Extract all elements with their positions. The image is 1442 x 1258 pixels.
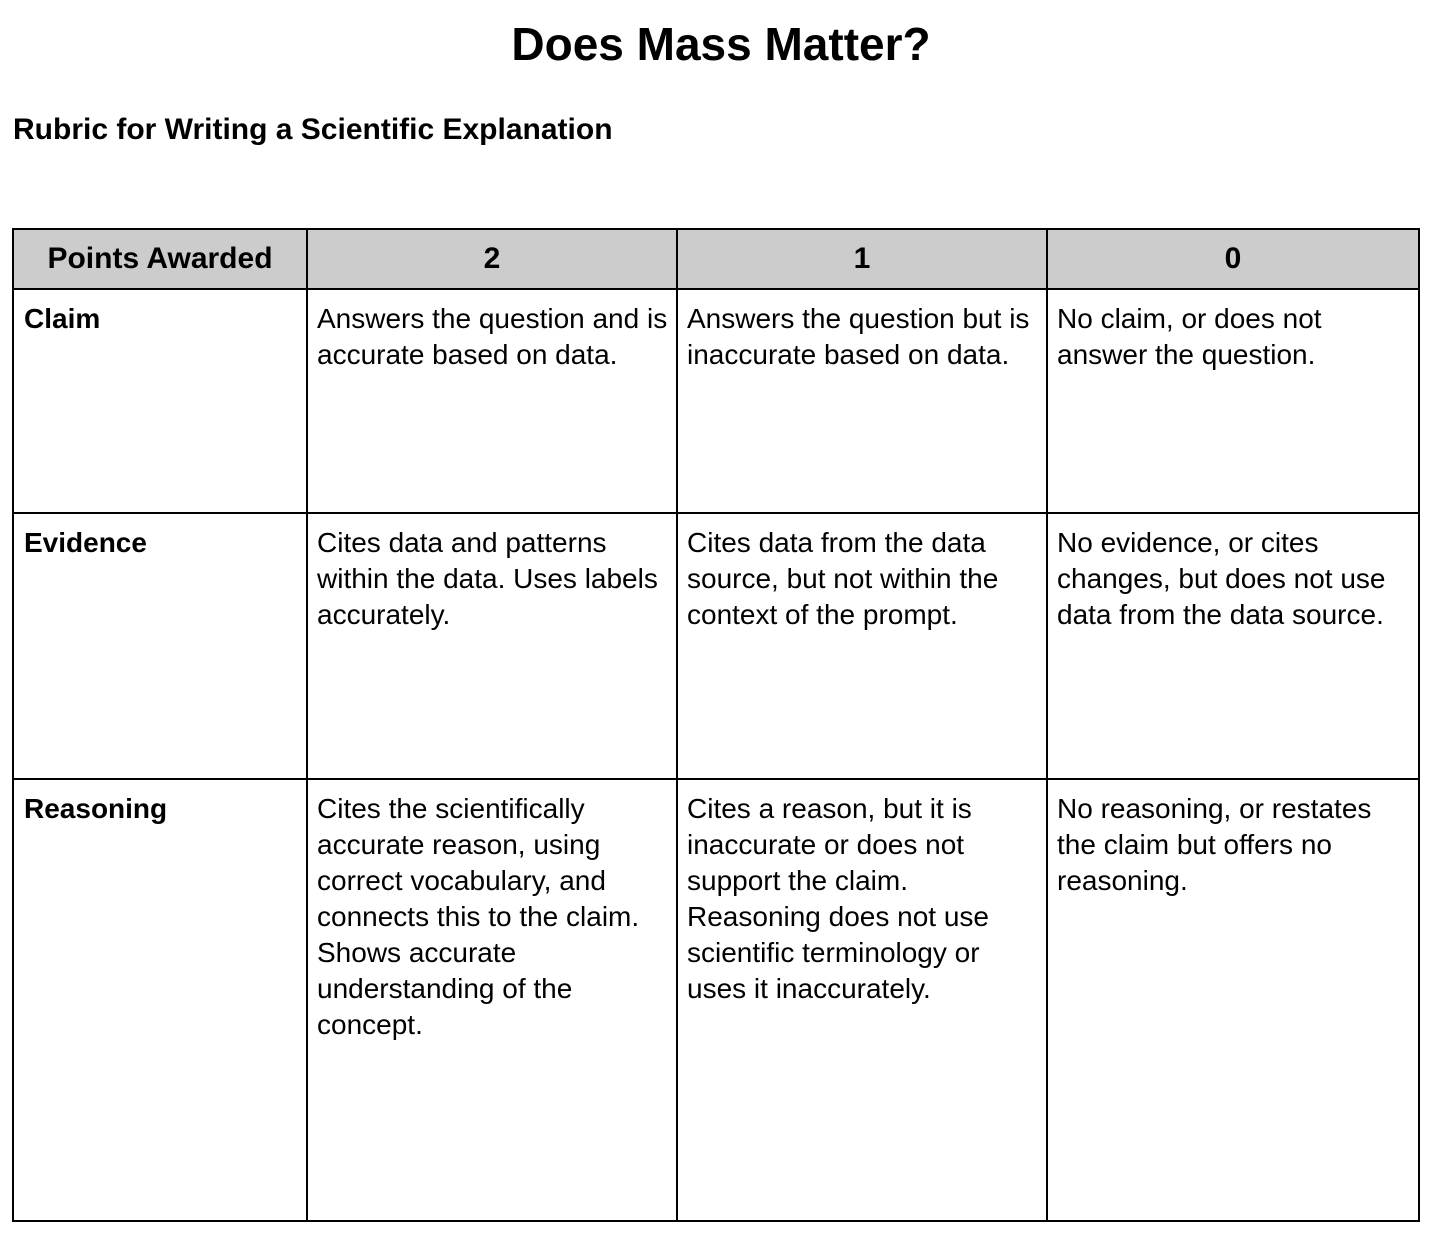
evidence-score-2-cell: Cites data and patterns within the data. Uses labels accurately. bbox=[307, 513, 677, 779]
rubric-header-row bbox=[13, 229, 1419, 289]
claim-score-0-cell: No claim, or does not answer the question. bbox=[1047, 289, 1419, 513]
evidence-score-1-cell: Cites data from the data source, but not within the context of the prompt. bbox=[677, 513, 1047, 779]
claim-score-1-cell: Answers the question but is inaccurate based on data. bbox=[677, 289, 1047, 513]
rubric-row-evidence bbox=[13, 513, 1419, 779]
claim-score-2-cell: Answers the question and is accurate based on data. bbox=[307, 289, 677, 513]
criterion-label: Evidence bbox=[13, 513, 307, 779]
header-score-0: 0 bbox=[1047, 229, 1419, 289]
rubric-table bbox=[12, 228, 1420, 1222]
criterion-label: Reasoning bbox=[13, 779, 307, 1221]
rubric-row-reasoning bbox=[13, 779, 1419, 1221]
page-subtitle: Rubric for Writing a Scientific Explanation bbox=[13, 113, 613, 146]
header-points-awarded: Points Awarded bbox=[13, 229, 307, 289]
rubric-row-claim bbox=[13, 289, 1419, 513]
reasoning-score-2-cell: Cites the scientifically accurate reason, using correct vocabulary, and connects this to the claim. Shows accurate understanding of the concept. bbox=[307, 779, 677, 1221]
criterion-label: Claim bbox=[13, 289, 307, 513]
reasoning-score-0-cell: No reasoning, or restates the claim but offers no reasoning. bbox=[1047, 779, 1419, 1221]
page-title: Does Mass Matter? bbox=[511, 18, 931, 70]
header-score-1: 1 bbox=[677, 229, 1047, 289]
reasoning-score-1-cell: Cites a reason, but it is inaccurate or does not support the claim. Reasoning does not use scientific terminology or uses it inaccurately. bbox=[677, 779, 1047, 1221]
evidence-score-0-cell: No evidence, or cites changes, but does not use data from the data source. bbox=[1047, 513, 1419, 779]
header-score-2: 2 bbox=[307, 229, 677, 289]
